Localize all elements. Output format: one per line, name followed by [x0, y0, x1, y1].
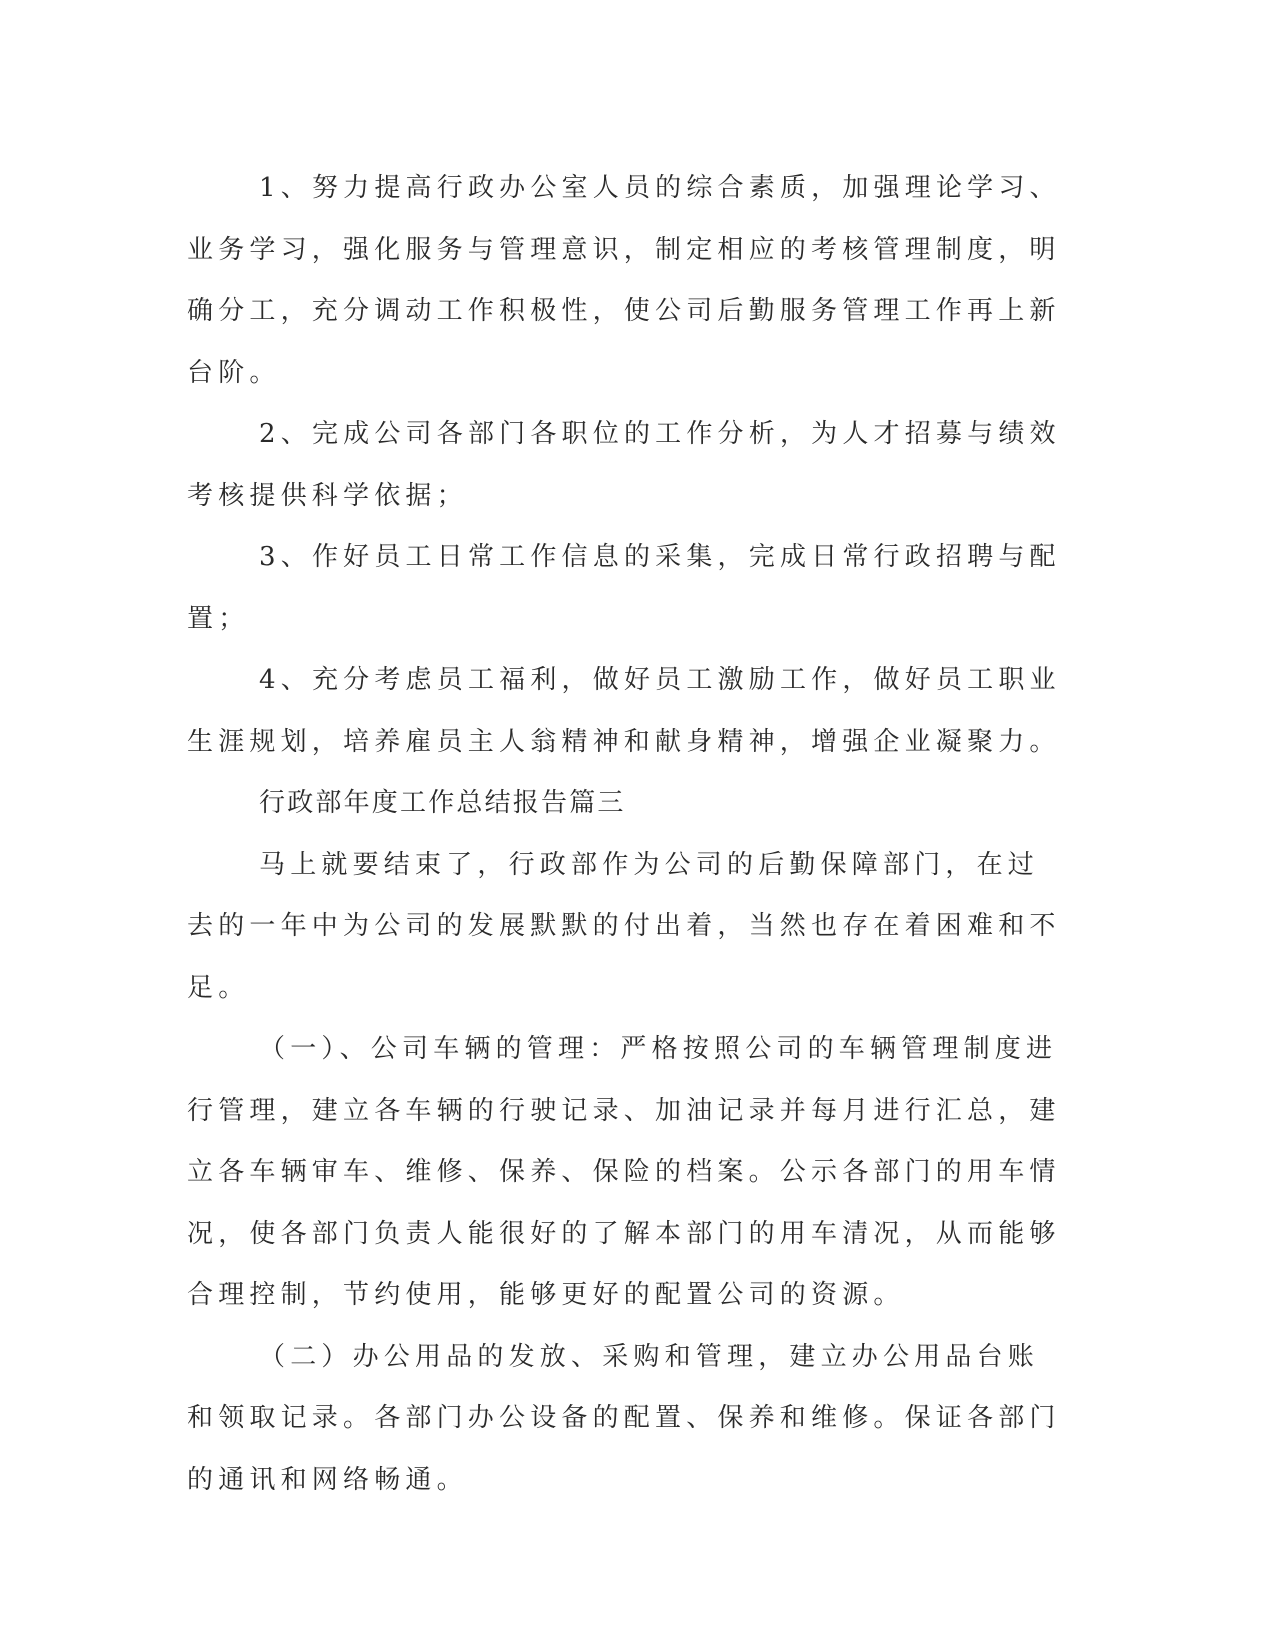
paragraph-vehicle-management: （一）、公司车辆的管理：严格按照公司的车辆管理制度进行管理，建立各车辆的行驶记录、加油记录并每月进行汇总，建立各车辆审车、维修、保养、保险的档案。公示各部门的用车情况，使各部门负责人能很好的了解本部门的用车清况，从而能够合理控制，节约使用，能够更好的配置公司的资源。	[187, 1034, 1061, 1310]
paragraph-office-supplies: （二）办公用品的发放、采购和管理，建立办公用品台账和领取记录。各部门办公设备的配置、保养和维修。保证各部门的通讯和网络畅通。	[187, 1341, 1061, 1495]
paragraph-item-2: 2、完成公司各部门各职位的工作分析，为人才招募与绩效考核提供科学依据；	[187, 419, 1061, 511]
paragraph-item-4: 4、充分考虑员工福利，做好员工激励工作，做好员工职业生涯规划，培养雇员主人翁精神和献身精神，增强企业凝聚力。	[187, 665, 1061, 757]
section-heading: 行政部年度工作总结报告篇三	[259, 788, 626, 818]
paragraph-item-3: 3、作好员工日常工作信息的采集，完成日常行政招聘与配置；	[187, 542, 1061, 634]
document-body	[187, 158, 1067, 1511]
paragraph-intro: 马上就要结束了，行政部作为公司的后勤保障部门，在过去的一年中为公司的发展默默的付出着，当然也存在着困难和不足。	[187, 849, 1061, 1003]
paragraph-item-1: 1、努力提高行政办公室人员的综合素质，加强理论学习、业务学习，强化服务与管理意识，制定相应的考核管理制度，明确分工，充分调动工作积极性，使公司后勤服务管理工作再上新台阶。	[187, 173, 1061, 388]
